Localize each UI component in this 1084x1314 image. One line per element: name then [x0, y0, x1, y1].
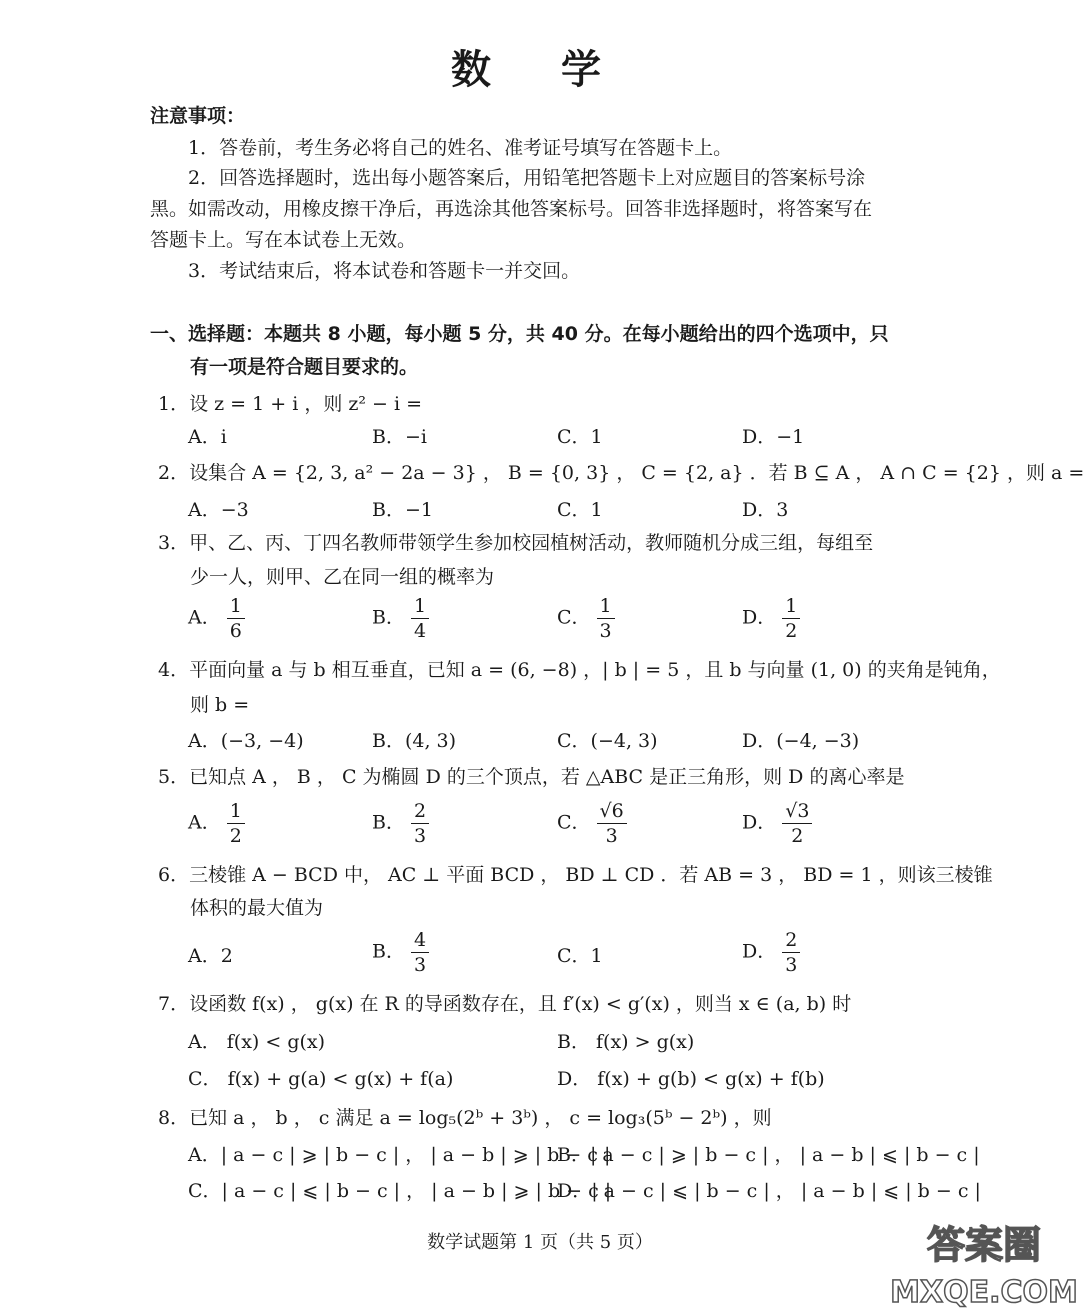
section-1-heading-line-2: 有一项是符合题目要求的。: [190, 356, 419, 378]
watermark-logo: [890, 1218, 1078, 1310]
question-7-option-a: A． f(x) < g(x): [188, 1031, 326, 1053]
question-4-option-b: B．(4, 3): [372, 730, 457, 752]
notice-item-3: 3．考试结束后，将本试卷和答题卡一并交回。: [188, 260, 581, 282]
question-8-option-d: D．| a − c | ⩽ | b − c | ， | a − b | ⩽ | b − c |: [557, 1180, 981, 1202]
question-1-option-a: A．i: [188, 426, 227, 448]
question-2-option-d: D．3: [742, 499, 789, 521]
notice-item-1: 1．答卷前，考生务必将自己的姓名、准考证号填写在答题卡上。: [188, 137, 733, 159]
fraction: $\frac{1}{4}$: [411, 594, 429, 643]
question-7-option-b: B． f(x) > g(x): [557, 1031, 695, 1053]
question-3-option-a: A． $\frac{1}{6}$: [188, 594, 245, 643]
fraction: $\frac{2}{3}$: [782, 928, 800, 977]
question-4-option-a: A．(−3, −4): [188, 730, 304, 752]
question-5-option-b: B． $\frac{2}{3}$: [372, 799, 429, 848]
fraction: $\frac{√3}{2}$: [782, 799, 812, 848]
question-4-option-d: D．(−4, −3): [742, 730, 860, 752]
question-8-option-b: B．| a − c | ⩾ | b − c | ， | a − b | ⩽ | b − c |: [557, 1144, 980, 1166]
question-1-option-b: B．−i: [372, 426, 427, 448]
section-1-heading-line-1: 一、选择题：本题共 8 小题，每小题 5 分，共 40 分。在每小题给出的四个选项中，只: [150, 323, 889, 345]
question-8-stem: 8．已知 a ， b ， c 满足 a = log₅(2ᵇ + 3ᵇ) ， c = log₃(5ᵇ − 2ᵇ) ，则: [158, 1107, 772, 1129]
question-4-option-c: C．(−4, 3): [557, 730, 658, 752]
question-5-option-c: C． $\frac{√6}{3}$: [557, 799, 627, 848]
question-3-option-d: D． $\frac{1}{2}$: [742, 594, 800, 643]
question-4-line-2: 则 b =: [190, 694, 250, 716]
question-2-option-c: C．1: [557, 499, 603, 521]
fraction: $\frac{1}{2}$: [782, 594, 800, 643]
fraction: $\frac{2}{3}$: [411, 799, 429, 848]
question-2-option-b: B．−1: [372, 499, 433, 521]
question-6-line-1: 6．三棱锥 A − BCD 中， AC ⊥ 平面 BCD ， BD ⊥ CD ．若 AB = 3 ， BD = 1 ，则该三棱锥: [158, 864, 993, 886]
question-7-option-c: C． f(x) + g(a) < g(x) + f(a): [188, 1068, 454, 1090]
question-8-option-c: C．| a − c | ⩽ | b − c | ， | a − b | ⩾ | b − c |: [188, 1180, 612, 1202]
question-8-option-a: A．| a − c | ⩾ | b − c | ， | a − b | ⩾ | b − c |: [188, 1144, 611, 1166]
fraction: $\frac{1}{3}$: [597, 594, 615, 643]
fraction: $\frac{1}{2}$: [227, 799, 245, 848]
watermark-bottom: MXQE.COM: [890, 1275, 1078, 1310]
page-title: 数 学: [451, 47, 629, 93]
notice-item-2-line-3: 答题卡上。写在本试卷上无效。: [150, 229, 417, 251]
question-1-stem: 1．设 z = 1 + i ，则 z² − i =: [158, 393, 423, 415]
question-7-option-d: D． f(x) + g(b) < g(x) + f(b): [557, 1068, 825, 1090]
question-6-option-b: B． $\frac{4}{3}$: [372, 928, 429, 977]
page-footer: 数学试题第 1 页（共 5 页）: [427, 1232, 653, 1253]
notice-item-2-line-2: 黑。如需改动，用橡皮擦干净后，再选涂其他答案标号。回答非选择题时，将答案写在: [150, 198, 873, 220]
fraction: $\frac{1}{6}$: [227, 594, 245, 643]
notice-heading: 注意事项：: [150, 105, 246, 127]
question-6-option-c: C．1: [557, 945, 603, 967]
question-3-option-b: B． $\frac{1}{4}$: [372, 594, 429, 643]
question-1-option-c: C．1: [557, 426, 603, 448]
question-5-option-d: D． $\frac{√3}{2}$: [742, 799, 812, 848]
question-6-line-2: 体积的最大值为: [190, 897, 324, 919]
question-2-stem: 2．设集合 A = {2, 3, a² − 2a − 3} ， B = {0, 3} ， C = {2, a} ．若 B ⊆ A ， A ∩ C = {2} ，则 a =: [158, 462, 1084, 484]
question-1-option-d: D．−1: [742, 426, 805, 448]
watermark-icon: [890, 1218, 1078, 1310]
question-5-option-a: A． $\frac{1}{2}$: [188, 799, 245, 848]
question-3-line-1: 3．甲、乙、丙、丁四名教师带领学生参加校园植树活动，教师随机分成三组，每组至: [158, 532, 874, 554]
question-3-option-c: C． $\frac{1}{3}$: [557, 594, 615, 643]
question-7-stem: 7．设函数 f(x) ， g(x) 在 R 的导函数存在，且 f′(x) < g′(x) ，则当 x ∈ (a, b) 时: [158, 993, 852, 1015]
question-5-stem: 5．已知点 A ， B ， C 为椭圆 D 的三个顶点，若 △ABC 是正三角形，则 D 的离心率是: [158, 766, 905, 788]
notice-item-2-line-1: 2．回答选择题时，选出每小题答案后，用铅笔把答题卡上对应题目的答案标号涂: [188, 167, 866, 189]
fraction: $\frac{√6}{3}$: [597, 799, 627, 848]
question-6-option-d: D． $\frac{2}{3}$: [742, 928, 800, 977]
watermark-top: 答案圈: [926, 1223, 1042, 1267]
question-2-option-a: A．−3: [188, 499, 249, 521]
fraction: $\frac{4}{3}$: [411, 928, 429, 977]
question-6-option-a: A．2: [188, 945, 233, 967]
question-3-line-2: 少一人，则甲、乙在同一组的概率为: [190, 566, 495, 588]
question-4-line-1: 4．平面向量 a 与 b 相互垂直，已知 a = (6, −8) ，| b | = 5 ，且 b 与向量 (1, 0) 的夹角是钝角，: [158, 659, 1001, 681]
